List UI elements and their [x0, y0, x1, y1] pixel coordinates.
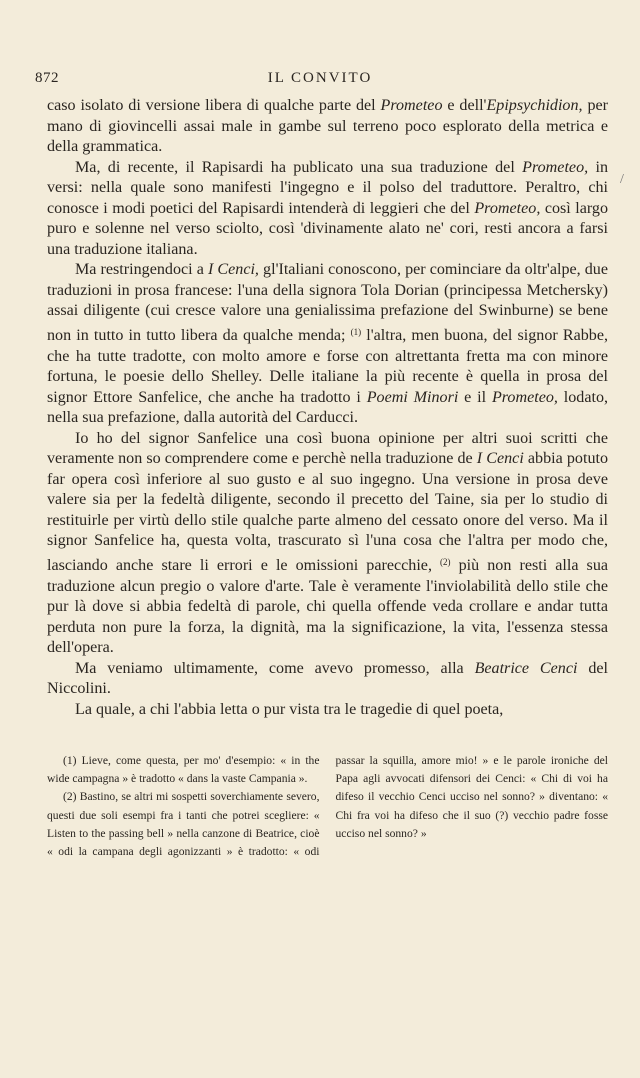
text-run: abbia potuto far opera così inferiore al suo gusto e al suo ingegno. Una versione in prosa deve valere sia per la fedeltà diligente, secondo il precetto del Taine, sia per lo studio di restituirle per virtù dello stile qualche parte almeno del cessato onore del verso. Ma il signor Sanfelice ha, questa volta, trascurato sì l'una cosa che l'altra per modo che, lasciando anche stare li errori e le omissioni parecchie, [47, 450, 609, 575]
footnotes [47, 752, 608, 861]
italic-title: Epipsychidion, [486, 97, 583, 114]
text-run: e dell' [442, 97, 487, 114]
italic-title: Poemi Minori [366, 388, 459, 406]
running-title: IL CONVITO [267, 70, 373, 86]
text-run: del Niccolini. [47, 659, 609, 698]
text-run: per mano di giovincelli assai male in gambe sul terreno poco esplorato della metrica e della grammatica. [47, 97, 608, 156]
paragraph [47, 659, 608, 700]
italic-title: Prometeo, [474, 199, 541, 217]
paragraph [47, 260, 608, 428]
text-run: Ma restringendoci a [75, 261, 208, 279]
text-run: l'altra, men buona, del signor Rabbe, che ha tutte tradotte, con molto amore e forse con altrettanta fretta ma con minore fortuna, le poesie dello Shelley. Delle italiane la più recente è quella in prosa del signor Ettore Sanfelice, che anche ha tradotto i [47, 327, 608, 406]
footnote: (2) Bastino, se altri mi sospetti soverchiamente severo, questi due soli esempi fra i tanti che potrei scegliere: « Listen to the passing bell » nella canzone di Beatrice, cioè « odi la campana degli agonizzanti » è tradotto: « odi passar la squilla, amore mio! » e le parole ironiche del Papa agli avvocati difensori dei Cenci: « Chi di voi ha difeso il vecchio Cenci ucciso nel sonno? » diventano: « Chi fra voi ha difeso che il suo (?) vecchio padre fosse ucciso nel sonno? » [47, 754, 608, 859]
body-text [47, 96, 608, 720]
text-run: Ma, di recente, il Rapisardi ha publicato una sua traduzione del [75, 158, 523, 176]
footnote: (1) Lieve, come questa, per mo' d'esempio: « in the wide campagna » è tradotto « dans la vaste Campania ». [47, 754, 320, 786]
italic-title: Prometeo [380, 97, 443, 114]
page-header [35, 70, 605, 90]
footnote-marker: (2) [440, 557, 451, 568]
text-run: Io ho del signor Sanfelice una così buona opinione per altri suoi scritti che veramente non so comprendere come e perchè nella traduzione de [47, 429, 608, 468]
margin-mark: / [620, 172, 624, 187]
text-run: Ma veniamo ultimamente, come avevo promesso, alla [75, 659, 475, 677]
text-run: così largo puro e solenne nel verso sciolto, così 'divinamente alato ne' cori, resti ancora a farsi una traduzione italiana. [47, 199, 609, 258]
text-run: lodato, nella sua prefazione, dalla autorità del Carducci. [47, 388, 609, 427]
page-number: 872 [35, 70, 59, 86]
italic-title: Prometeo, [522, 158, 589, 176]
italic-title: I Cenci, [207, 261, 259, 279]
text-run: in versi: nella quale sono manifesti l'ingegno e il polso del traduttore. Peraltro, chi conosce i modi poetici del Rapisardi intenderà di leggieri che del [47, 158, 608, 217]
text-run: La quale, a chi l'abbia letta o pur vista tra le tragedie di quel poeta, [75, 700, 504, 718]
paragraph [47, 158, 608, 261]
text-run: e il [458, 388, 492, 406]
italic-title: Prometeo, [491, 388, 558, 406]
italic-title: Beatrice Cenci [474, 659, 578, 677]
paragraph [47, 700, 608, 721]
text-run: più non resti alla sua traduzione alcun pregio o valore d'arte. Tale è veramente l'inviolabilità dello stile che pur là dove si abbia fedeltà di parole, chi quella offende veda crollare e andar tutta perduta non pure la forza, la dignità, ma la significazione, la vita, l'essenza stessa dell'opera. [47, 557, 609, 657]
footnote-marker: (1) [350, 327, 362, 338]
text-run: caso isolato di versione libera di qualche parte del [47, 97, 381, 114]
text-run: gl'Italiani conoscono, per cominciare da oltr'alpe, due traduzioni in prosa francese: l'una della signora Tola Dorian (principessa Metchersky) assai diligente (cui cresce valore una genialissima prefazione del Swinburne) se bene non in tutto in tutto libera da qualche menda; [47, 261, 608, 345]
paragraph [47, 429, 608, 659]
italic-title: I Cenci [476, 450, 524, 468]
paragraph [47, 96, 608, 158]
